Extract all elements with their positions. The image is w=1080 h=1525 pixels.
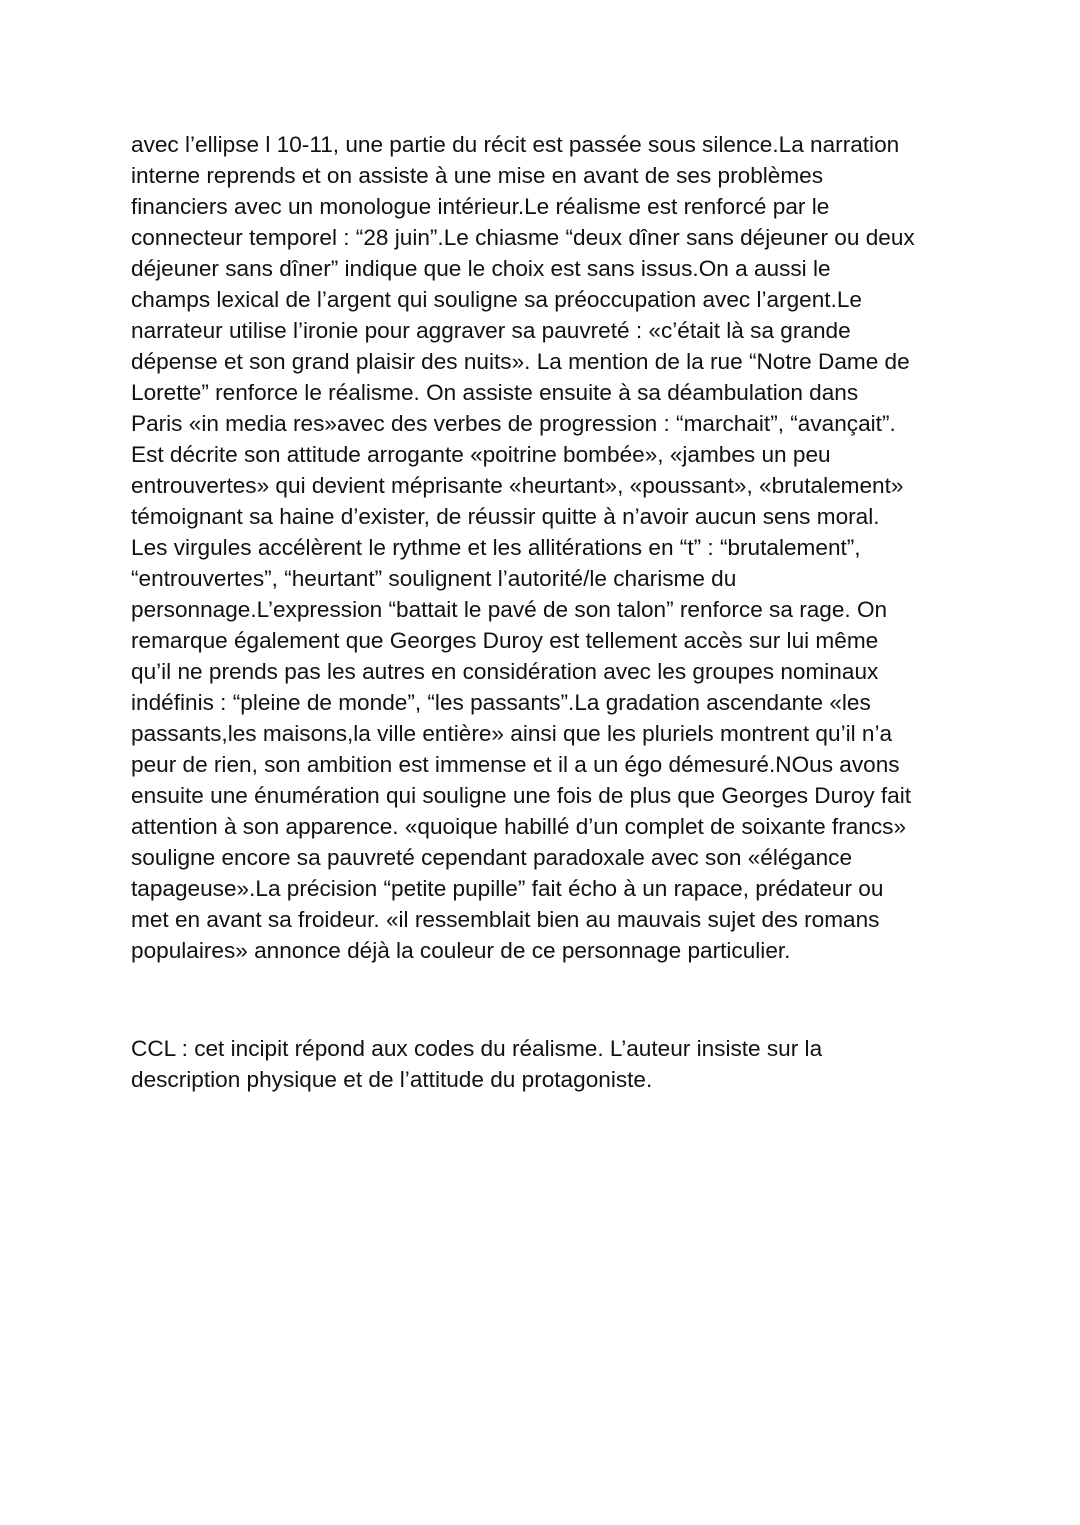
text-line: attention à son apparence. «quoique habillé d’un complet de soixante francs» xyxy=(131,814,907,839)
analysis-paragraph xyxy=(131,129,991,966)
conclusion-paragraph xyxy=(131,1033,991,1095)
text-line: financiers avec un monologue intérieur.Le réalisme est renforcé par le xyxy=(131,194,830,219)
text-line: tapageuse».La précision “petite pupille” fait écho à un rapace, prédateur ou xyxy=(131,876,884,901)
text-line: Lorette” renforce le réalisme. On assiste ensuite à sa déambulation dans xyxy=(131,380,859,405)
text-line: remarque également que Georges Duroy est tellement accès sur lui même xyxy=(131,628,879,653)
text-line: Est décrite son attitude arrogante «poitrine bombée», «jambes un peu xyxy=(131,442,831,467)
text-line: déjeuner sans dîner” indique que le choix est sans issus.On a aussi le xyxy=(131,256,831,281)
text-line: personnage.L’expression “battait le pavé de son talon” renforce sa rage. On xyxy=(131,597,888,622)
text-line: indéfinis : “pleine de monde”, “les passants”.La gradation ascendante «les xyxy=(131,690,871,715)
text-line: “entrouvertes”, “heurtant” soulignent l’autorité/le charisme du xyxy=(131,566,737,591)
text-line: qu’il ne prends pas les autres en considération avec les groupes nominaux xyxy=(131,659,879,684)
text-line: ensuite une énumération qui souligne une fois de plus que Georges Duroy fait xyxy=(131,783,911,808)
text-line: Les virgules accélèrent le rythme et les allitérations en “t” : “brutalement”, xyxy=(131,535,861,560)
text-line: narrateur utilise l’ironie pour aggraver sa pauvreté : «c’était là sa grande xyxy=(131,318,851,343)
text-line: interne reprends et on assiste à une mise en avant de ses problèmes xyxy=(131,163,824,188)
text-line: peur de rien, son ambition est immense et il a un égo démesuré.NOus avons xyxy=(131,752,900,777)
text-line: CCL : cet incipit répond aux codes du réalisme. L’auteur insiste sur la xyxy=(131,1036,823,1061)
text-line: populaires» annonce déjà la couleur de ce personnage particulier. xyxy=(131,938,791,963)
text-line: met en avant sa froideur. «il ressemblait bien au mauvais sujet des romans xyxy=(131,907,880,932)
text-line: connecteur temporel : “28 juin”.Le chiasme “deux dîner sans déjeuner ou deux xyxy=(131,225,915,250)
text-line: entrouvertes» qui devient méprisante «heurtant», «poussant», «brutalement» xyxy=(131,473,904,498)
text-line: souligne encore sa pauvreté cependant paradoxale avec son «élégance xyxy=(131,845,853,870)
text-line: dépense et son grand plaisir des nuits». La mention de la rue “Notre Dame de xyxy=(131,349,910,374)
text-line: description physique et de l’attitude du protagoniste. xyxy=(131,1067,653,1092)
text-line: champs lexical de l’argent qui souligne sa préoccupation avec l’argent.Le xyxy=(131,287,862,312)
text-line: passants,les maisons,la ville entière» ainsi que les pluriels montrent qu’il n’a xyxy=(131,721,893,746)
text-line: témoignant sa haine d’exister, de réussir quitte à n’avoir aucun sens moral. xyxy=(131,504,880,529)
text-line: Paris «in media res»avec des verbes de progression : “marchait”, “avançait”. xyxy=(131,411,896,436)
text-line: avec l’ellipse l 10-11, une partie du récit est passée sous silence.La narration xyxy=(131,132,900,157)
